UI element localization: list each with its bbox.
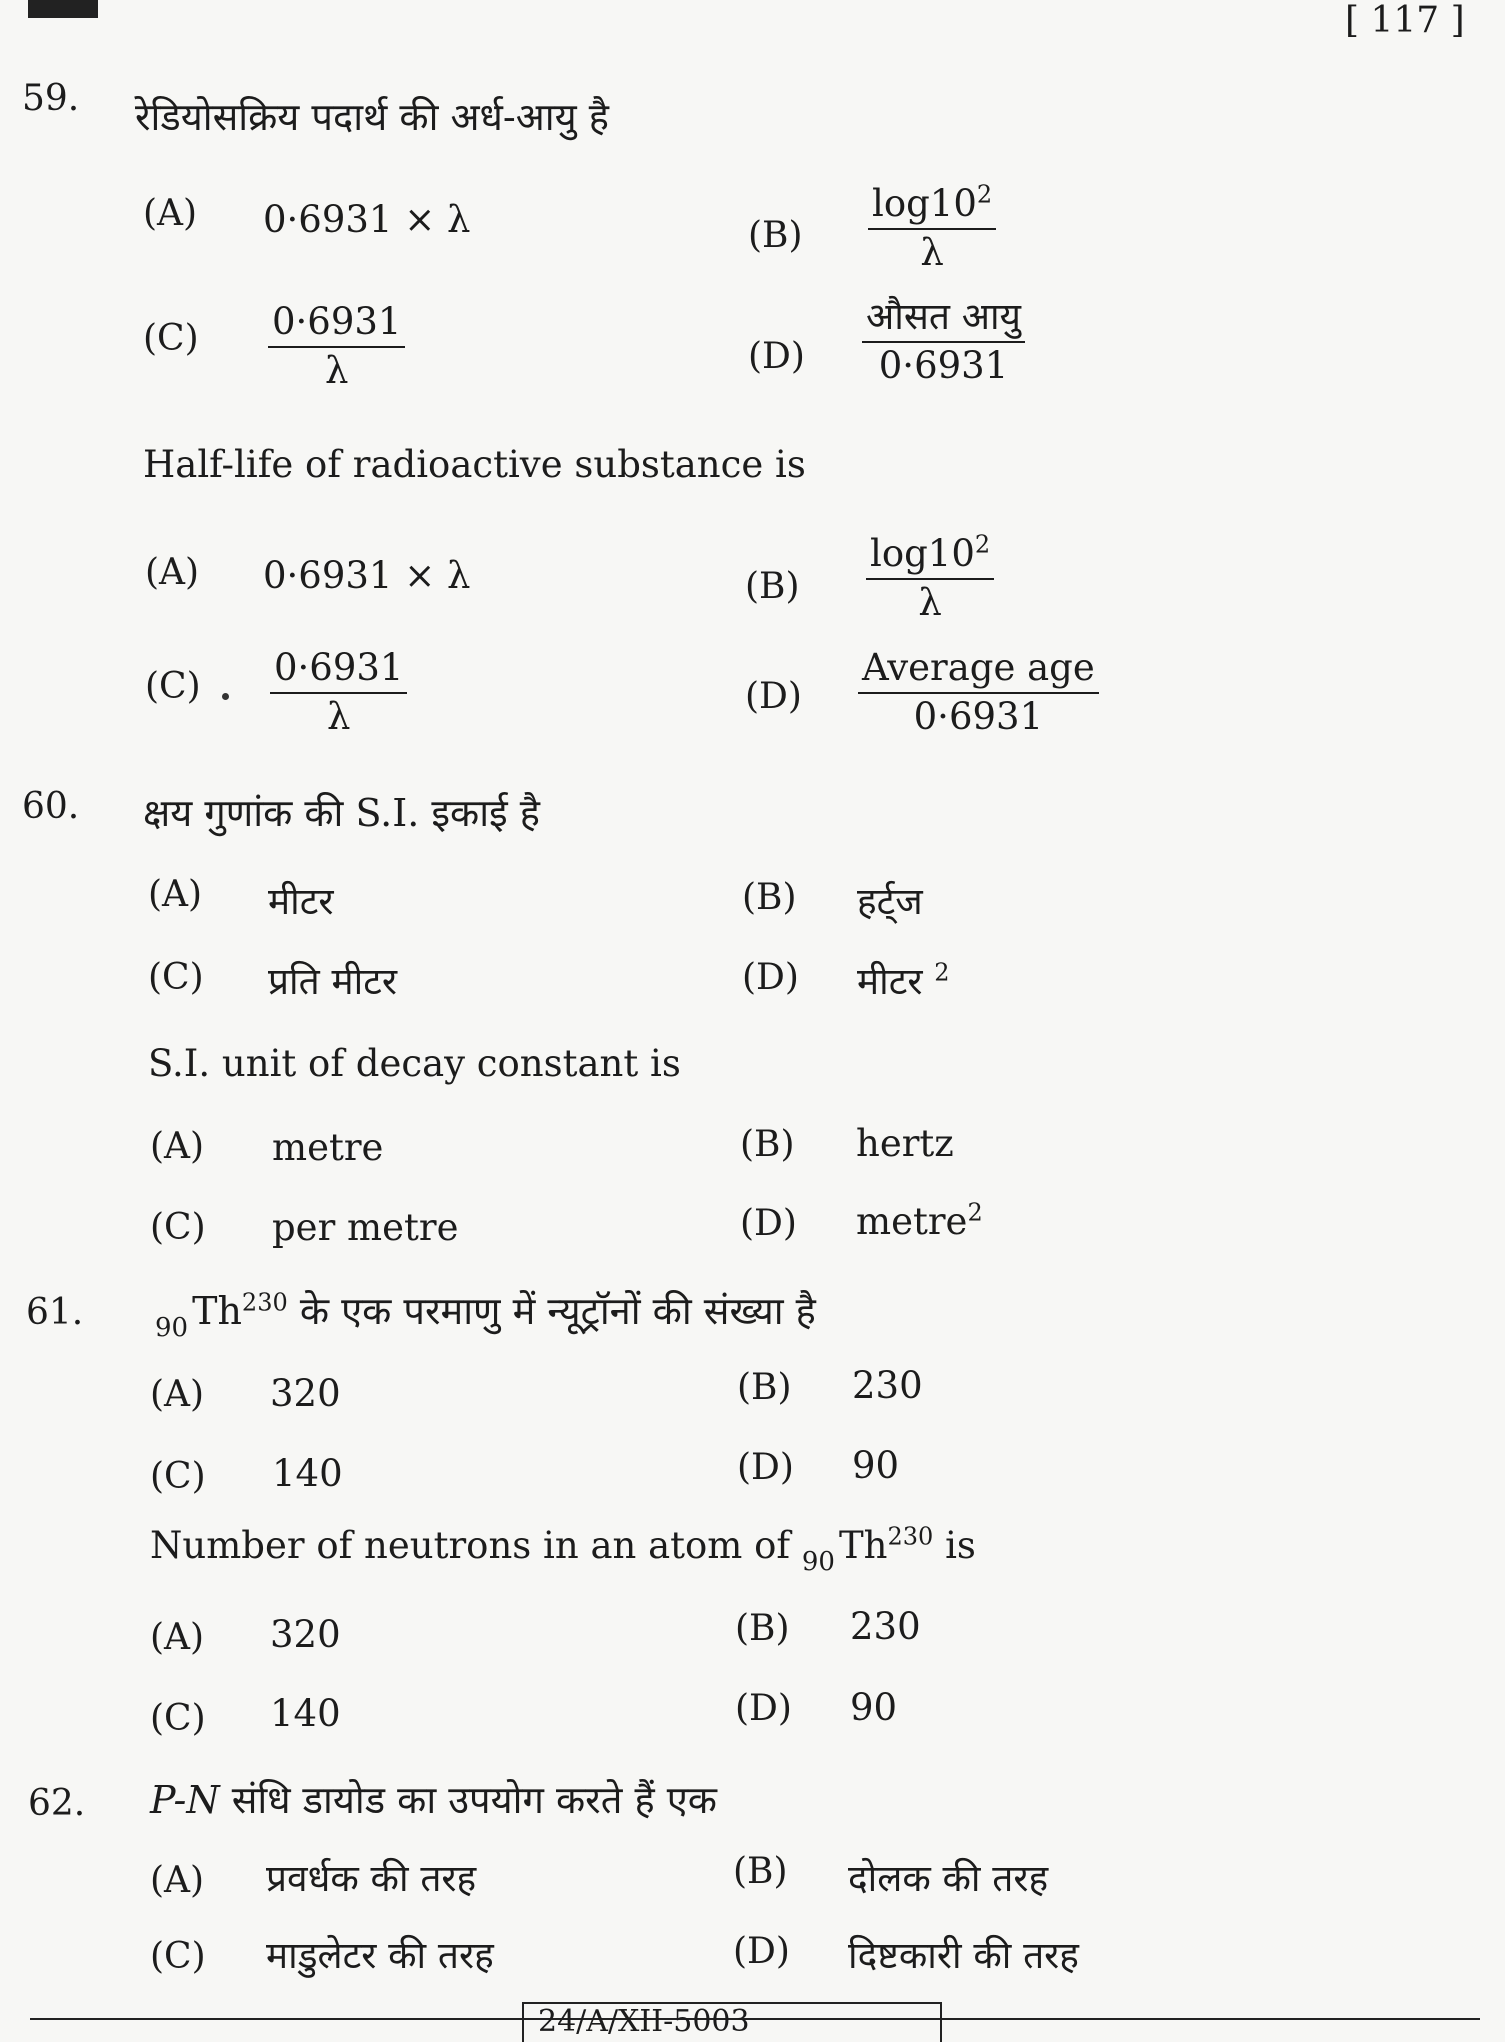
mass-number: 230 — [241, 1288, 288, 1317]
option-c-fraction — [268, 301, 405, 392]
option-b: 230 — [850, 1605, 921, 1648]
option-label-c: (C) — [150, 1698, 206, 1739]
option-label-a: (A) — [150, 1860, 205, 1901]
option-label-b: (B) — [735, 1608, 790, 1649]
fraction-denominator: λ — [325, 348, 349, 392]
pn-label: P-N — [150, 1778, 220, 1822]
question-number: 62. — [28, 1783, 86, 1824]
corner-mark — [28, 0, 98, 18]
fraction-denominator: λ — [327, 694, 351, 738]
fraction-denominator: λ — [920, 230, 944, 274]
option-d-text: मीटर — [857, 960, 923, 1003]
option-c: per metre — [272, 1206, 459, 1249]
option-c-fraction — [270, 647, 407, 738]
option-d: 90 — [850, 1686, 898, 1729]
option-label-d: (D) — [740, 1203, 797, 1244]
option-label-b: (B) — [742, 877, 797, 918]
option-label-a: (A) — [148, 874, 203, 915]
option-label-a: (A) — [150, 1126, 205, 1167]
fraction-numerator: log10 — [870, 532, 975, 575]
option-d — [857, 954, 950, 1005]
question-text-hindi — [150, 1773, 717, 1825]
option-d-fraction — [862, 296, 1025, 387]
option-label-c: (C) — [148, 957, 204, 998]
option-b: दोलक की तरह — [848, 1857, 1049, 1900]
option-a: 0·6931 × λ — [263, 554, 471, 597]
option-label-c: (C) — [143, 318, 199, 359]
option-label-b: (B) — [737, 1367, 792, 1408]
option-label-a: (A) — [145, 552, 200, 593]
option-label-a: (A) — [143, 193, 198, 234]
superscript: 2 — [976, 180, 993, 209]
option-label-b: (B) — [733, 1851, 788, 1892]
option-label-d: (D) — [748, 336, 805, 377]
superscript: 2 — [974, 530, 991, 559]
option-a: प्रवर्धक की तरह — [266, 1857, 477, 1900]
question-tail: is — [945, 1524, 976, 1567]
option-a: 320 — [270, 1372, 341, 1415]
question-text: Number of neutrons in an atom of — [150, 1524, 791, 1567]
question-text-english — [150, 1522, 976, 1577]
fraction-numerator: औसत आयु — [862, 296, 1025, 343]
option-label-a: (A) — [150, 1374, 205, 1415]
question-text-hindi — [155, 1284, 816, 1343]
option-label-d: (D) — [733, 1931, 790, 1972]
element-symbol: Th — [192, 1289, 242, 1333]
question-number: 61. — [26, 1292, 84, 1333]
option-b-fraction — [866, 530, 994, 624]
question-text: के एक परमाणु में न्यूट्रॉनों की संख्या है — [299, 1289, 816, 1333]
option-label-d: (D) — [745, 676, 802, 717]
question-text-english: Half-life of radioactive substance is — [143, 443, 806, 486]
fraction-numerator: 0·6931 — [268, 301, 405, 348]
option-c: 140 — [272, 1452, 343, 1495]
option-b: हर्ट्ज — [857, 880, 923, 923]
atomic-number: 90 — [155, 1313, 189, 1343]
footer-code: 24/A/XII-5003 — [522, 2002, 942, 2042]
fraction-denominator: 0·6931 — [913, 694, 1044, 738]
option-label-a: (A) — [150, 1617, 205, 1658]
superscript: 2 — [934, 958, 950, 987]
atomic-number: 90 — [801, 1547, 835, 1577]
question-number: 60. — [22, 786, 80, 827]
option-b: hertz — [856, 1122, 954, 1165]
fraction-denominator: λ — [918, 580, 942, 624]
question-text-hindi: रेडियोसक्रिय पदार्थ की अर्ध-आयु है — [135, 95, 609, 139]
option-a: metre — [272, 1126, 384, 1169]
page-number: [ 117 ] — [1345, 0, 1465, 41]
option-label-c: (C) — [145, 666, 201, 707]
option-label-c: (C) — [150, 1207, 206, 1248]
question-text-hindi: क्षय गुणांक की S.I. इकाई है — [143, 791, 540, 835]
option-d: दिष्टकारी की तरह — [848, 1934, 1079, 1977]
option-c: प्रति मीटर — [268, 960, 397, 1003]
fraction-numerator: 0·6931 — [270, 647, 407, 694]
option-label-b: (B) — [740, 1124, 795, 1165]
option-label-c: (C) — [150, 1456, 206, 1497]
option-label-d: (D) — [737, 1447, 794, 1488]
option-c: 140 — [270, 1692, 341, 1735]
fraction-numerator: log10 — [872, 182, 977, 225]
option-label-d: (D) — [742, 957, 799, 998]
option-label-b: (B) — [748, 215, 803, 256]
option-label-d: (D) — [735, 1688, 792, 1729]
option-label-c: (C) — [150, 1936, 206, 1977]
option-a: मीटर — [268, 880, 334, 923]
question-number: 59. — [22, 78, 80, 119]
fraction-denominator: 0·6931 — [878, 343, 1009, 387]
option-d-text: metre — [856, 1200, 968, 1243]
option-d-fraction — [858, 647, 1099, 738]
option-d — [856, 1200, 983, 1243]
fraction-numerator: Average age — [858, 647, 1099, 694]
mass-number: 230 — [887, 1522, 934, 1551]
stray-mark — [222, 693, 229, 700]
element-symbol: Th — [838, 1524, 888, 1567]
option-a: 0·6931 × λ — [263, 198, 471, 241]
option-b: 230 — [852, 1364, 923, 1407]
option-c: माडुलेटर की तरह — [266, 1934, 494, 1977]
option-label-b: (B) — [745, 566, 800, 607]
question-text-english: S.I. unit of decay constant is — [148, 1042, 681, 1085]
option-d: 90 — [852, 1444, 900, 1487]
option-b-fraction — [868, 180, 996, 274]
option-a: 320 — [270, 1613, 341, 1656]
superscript: 2 — [967, 1198, 983, 1227]
question-text: संधि डायोड का उपयोग करते हैं एक — [231, 1778, 717, 1822]
